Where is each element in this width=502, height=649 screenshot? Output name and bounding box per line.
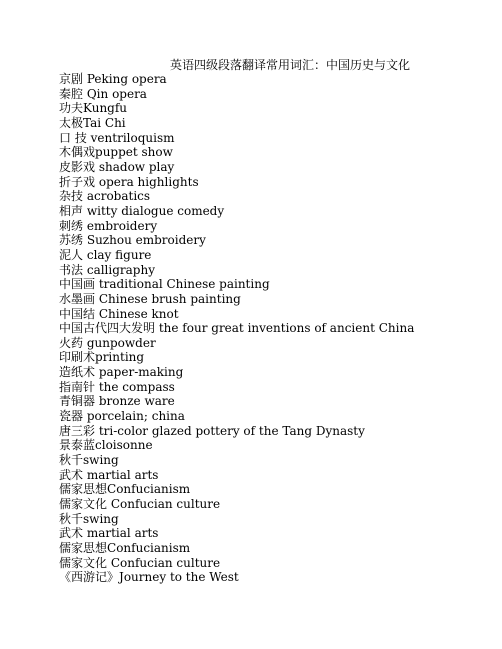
entry-chinese-term: 太极 [59,115,84,130]
entry-english-term: cloisonne [95,438,153,453]
entry-english-term: martial arts [86,526,159,541]
vocabulary-entry [59,263,414,278]
entry-english-term: Confucianism [107,482,191,497]
entry-chinese-term: 中国画 [59,277,96,292]
vocabulary-entry [59,160,414,175]
entry-english-term: ventriloquism [90,130,175,145]
entry-english-term: Chinese brush painting [98,291,241,306]
entry-english-term: paper-making [98,365,184,380]
entry-chinese-term: 印刷术 [59,350,96,365]
entry-english-term: witty dialogue comedy [86,203,225,218]
vocabulary-entry [59,350,414,365]
entry-english-term: opera highlights [98,174,199,189]
entry-english-term: clay figure [86,247,152,262]
vocabulary-entry [59,512,414,527]
entry-english-term: acrobatics [86,189,151,204]
entry-chinese-term: 儒家思想 [59,541,108,555]
entry-english-term: Qin opera [86,86,147,101]
entry-chinese-term: 景泰蓝 [59,438,96,453]
vocabulary-entry [59,87,414,102]
page-title-text: 英语四级段落翻译常用词汇：中国历史与文化 [169,58,410,72]
entry-chinese-term: 口 技 [59,130,87,145]
vocabulary-entry [59,380,414,395]
vocabulary-entry [59,570,414,585]
entry-english-term: Confucian culture [110,497,221,512]
entry-english-term: bronze ware [98,394,175,409]
entry-english-term: the compass [98,379,175,394]
entry-chinese-term: 唐三彩 [59,423,96,438]
entry-english-term: Confucian culture [110,555,221,570]
entry-english-term: shadow play [98,159,175,174]
vocabulary-entry [59,72,414,87]
entry-chinese-term: 火药 [59,335,84,350]
entry-chinese-term: 皮影戏 [59,159,96,174]
entry-english-term: Peking opera [86,72,167,86]
entry-chinese-term: 指南针 [59,379,96,394]
vocabulary-entry [59,336,414,351]
entry-english-term: traditional Chinese painting [98,277,270,292]
entry-chinese-term: 儒家思想 [59,482,108,497]
entry-english-term: printing [95,350,145,365]
vocabulary-entry [59,131,414,146]
vocabulary-entry [59,409,414,424]
vocabulary-entry [59,365,414,380]
entry-chinese-term: 造纸术 [59,365,96,380]
vocabulary-entry [59,204,414,219]
entry-english-term: the four great inventions of ancient China [158,321,415,336]
entry-english-term: Suzhou embroidery [86,233,206,248]
entry-english-term: calligraphy [86,262,155,277]
entry-chinese-term: 儒家文化 [59,497,108,512]
entry-chinese-term: 中国结 [59,306,96,321]
entry-chinese-term: 秋千 [59,453,84,468]
vocabulary-entry [59,394,414,409]
entry-chinese-term: 刺绣 [59,218,84,233]
entry-english-term: gunpowder [86,335,156,350]
vocabulary-entry [59,307,414,322]
vocabulary-entry [59,424,414,439]
entry-english-term: martial arts [86,467,159,482]
entry-english-term: porcelain; china [86,409,185,424]
vocabulary-entry [59,453,414,468]
entry-chinese-term: 《西游记》 [59,570,120,585]
vocabulary-entry [59,292,414,307]
vocabulary-entry [59,233,414,248]
vocabulary-entry [59,145,414,160]
entry-english-term: embroidery [86,218,158,233]
entry-chinese-term: 书法 [59,262,84,277]
vocabulary-entry [59,497,414,512]
entry-chinese-term: 秋千 [59,511,84,526]
vocabulary-entry [59,101,414,116]
entry-chinese-term: 相声 [59,203,84,218]
vocabulary-entry [59,219,414,234]
page-title [0,58,502,73]
entry-chinese-term: 武术 [59,467,84,482]
entry-chinese-term: 武术 [59,526,84,541]
entry-english-term: Tai Chi [83,115,126,130]
entry-english-term: swing [83,453,119,468]
vocabulary-entry [59,248,414,263]
entry-chinese-term: 秦腔 [59,86,84,101]
entry-english-term: Kungfu [83,101,128,116]
entry-chinese-term: 儒家文化 [59,555,108,570]
entry-english-term: Chinese knot [98,306,179,321]
entry-chinese-term: 中国古代四大发明 [59,321,156,336]
entry-english-term: puppet show [95,145,173,160]
vocabulary-entry [59,526,414,541]
entry-english-term: Journey to the West [119,570,239,585]
entry-chinese-term: 苏绣 [59,233,84,248]
entry-english-term: Confucianism [107,541,191,555]
vocabulary-list [59,72,414,585]
entry-chinese-term: 木偶戏 [59,145,96,160]
entry-chinese-term: 杂技 [59,189,84,204]
entry-chinese-term: 折子戏 [59,174,96,189]
vocabulary-entry [59,175,414,190]
entry-english-term: swing [83,511,119,526]
entry-english-term: tri-color glazed pottery of the Tang Dynasty [98,423,365,438]
vocabulary-entry [59,556,414,571]
vocabulary-entry [59,321,414,336]
vocabulary-entry [59,438,414,453]
vocabulary-entry [59,116,414,131]
entry-chinese-term: 青铜器 [59,394,96,409]
entry-chinese-term: 京剧 [59,72,84,86]
entry-chinese-term: 水墨画 [59,291,96,306]
entry-chinese-term: 泥人 [59,247,84,262]
vocabulary-entry [59,541,414,556]
vocabulary-entry [59,482,414,497]
entry-chinese-term: 瓷器 [59,409,84,424]
entry-chinese-term: 功夫 [59,101,84,116]
vocabulary-entry [59,189,414,204]
vocabulary-entry [59,468,414,483]
vocabulary-entry [59,277,414,292]
